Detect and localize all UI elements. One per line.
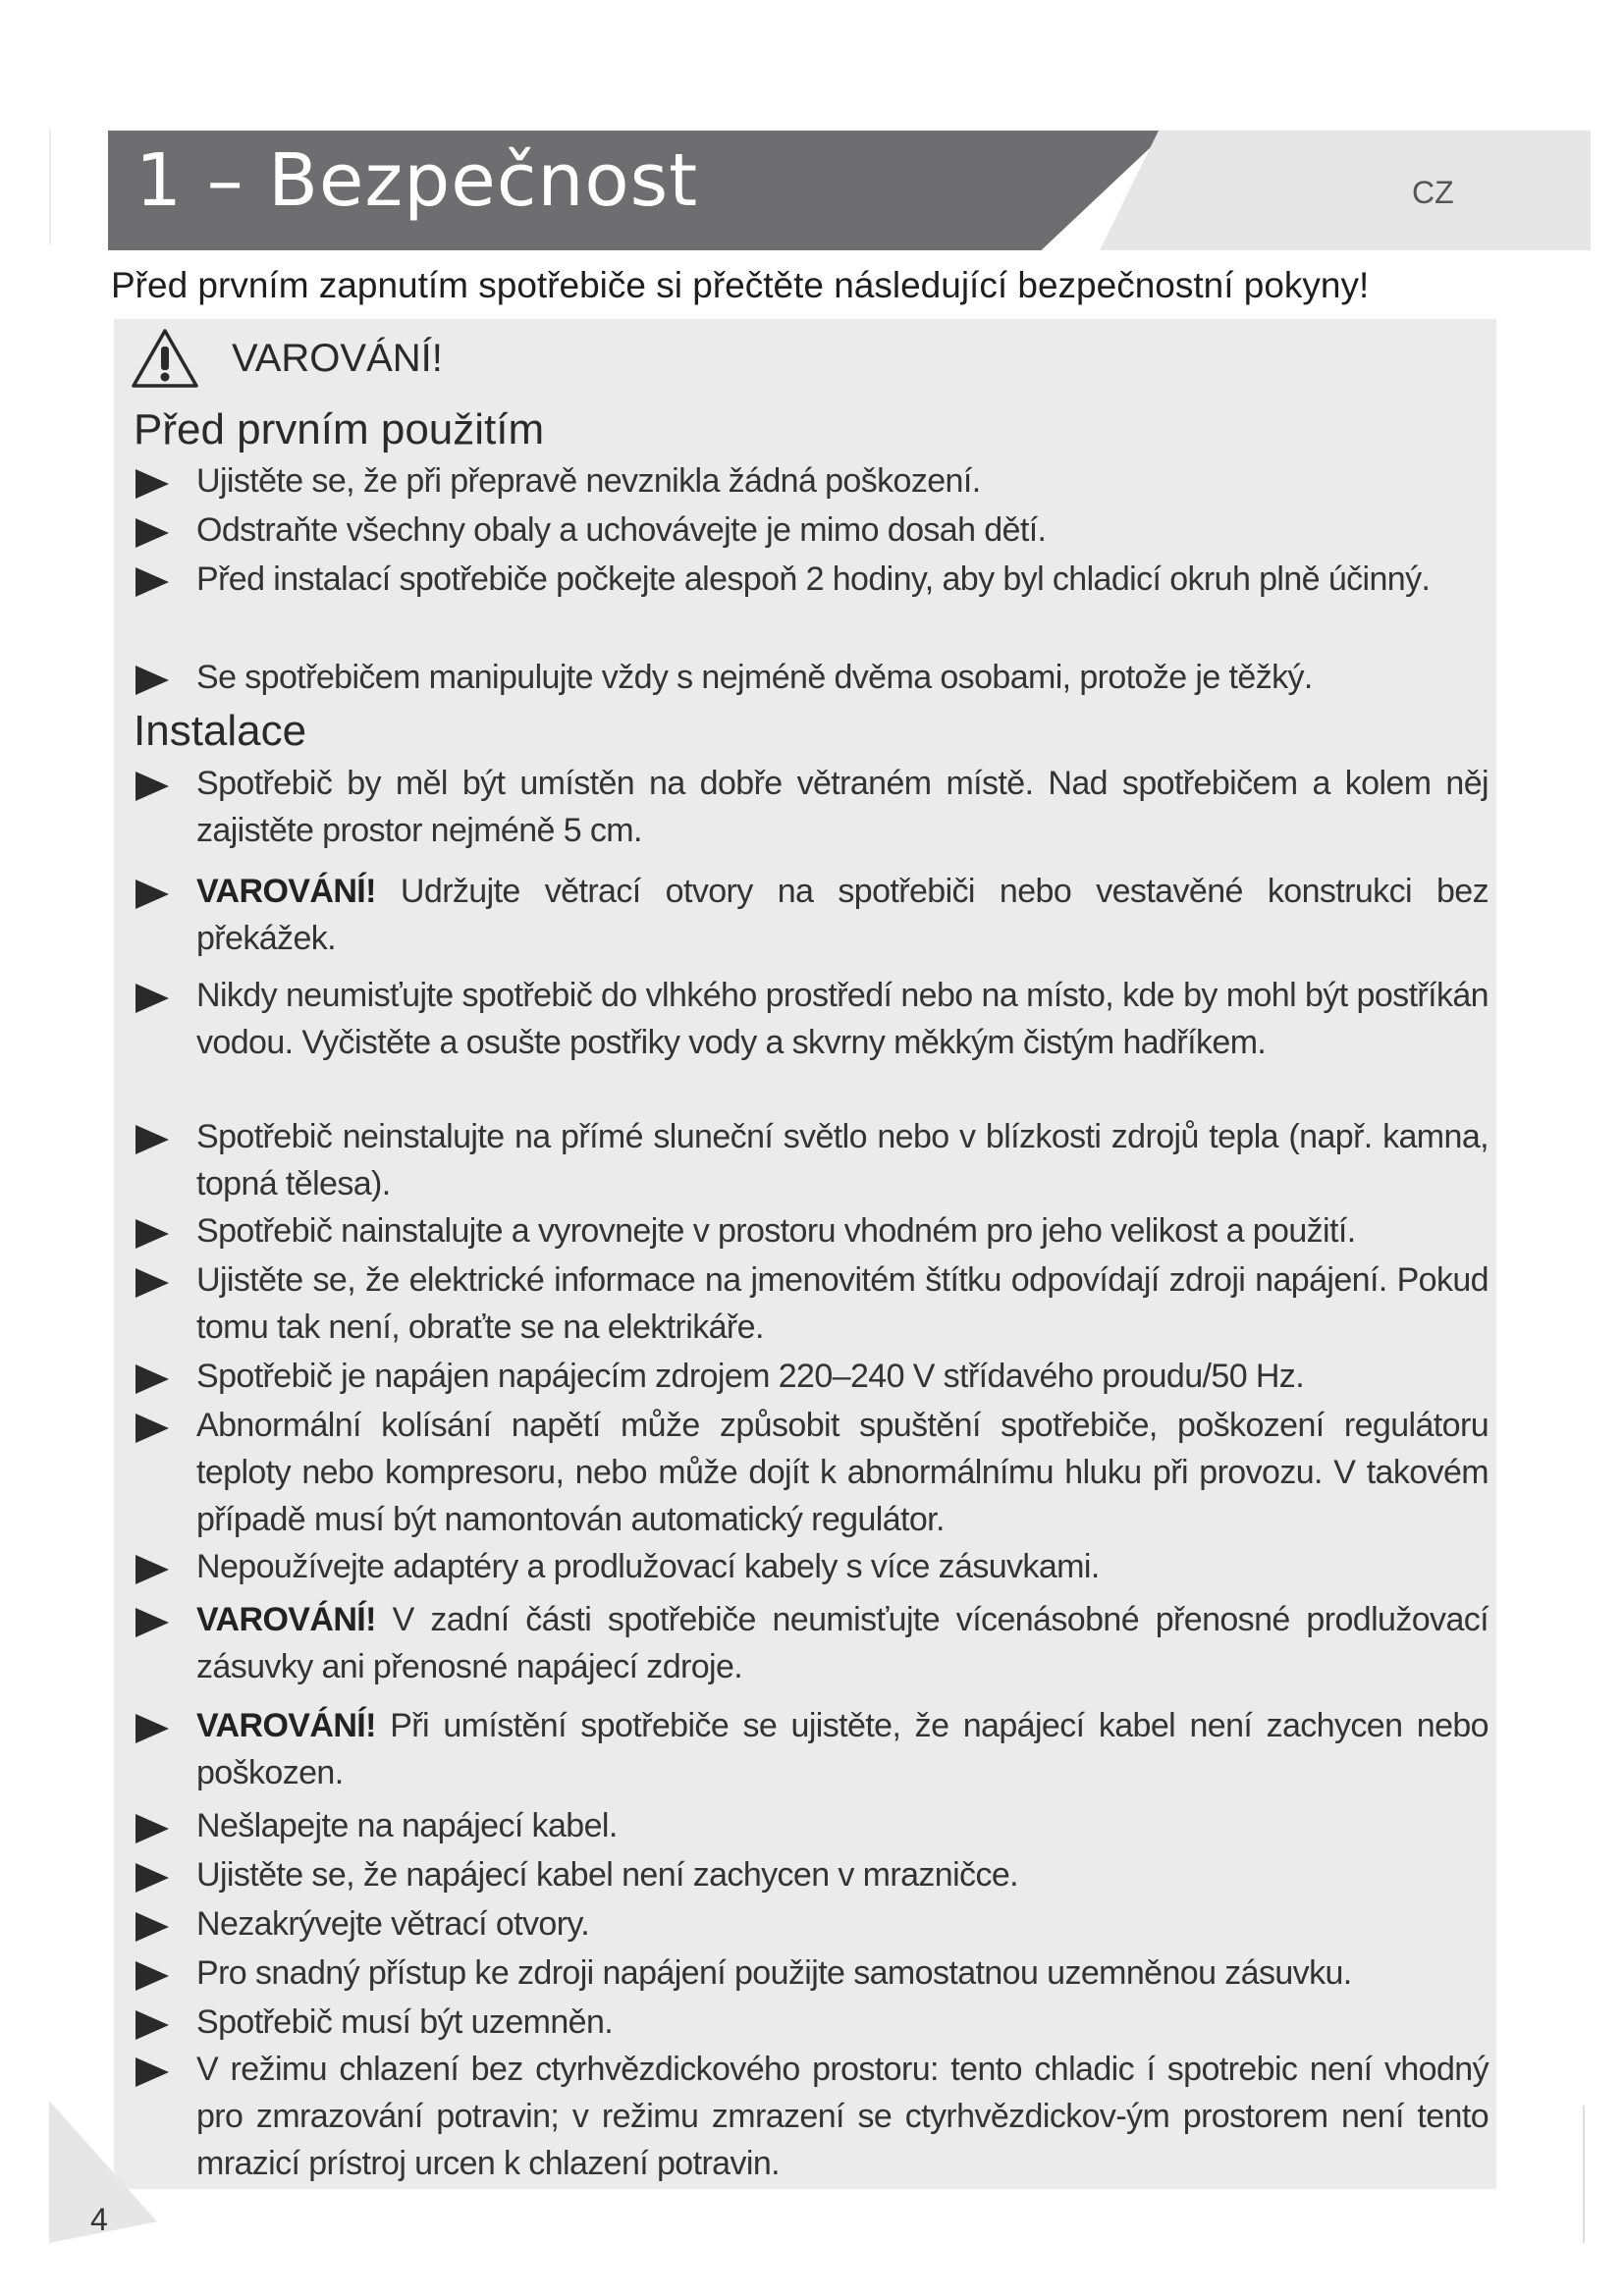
arrow-bullet-icon [134,664,171,697]
arrow-bullet-icon [134,1553,171,1586]
section-heading-installation: Instalace [134,707,307,755]
list-item-text [196,1851,1489,1898]
list-item [134,1353,1489,1400]
list-item [134,1851,1489,1898]
list-item-body: Nikdy neumisťujte spotřebič do vlhkého prostředí nebo na místo, kde by mohl být postříkán vodou. Vyčistěte a osušte postřiky vody a skvrny měkkým čistým hadříkem. [196,977,1489,1061]
warning-label: VAROVÁNÍ! [196,1601,376,1638]
warning-label: VAROVÁNÍ! [196,873,376,910]
list-item-text [196,972,1489,1066]
list-item-text [196,760,1489,854]
language-code: CZ [1412,175,1454,210]
list-item-text: Odstraňte všechny obaly a uchovávejte je mimo dosah dětí. [196,511,1047,549]
list-item-text: Před instalací spotřebiče počkejte alespoň 2 hodiny, aby byl chladicí okruh plně účinný. [196,561,1431,598]
left-edge-rule [49,128,51,245]
arrow-bullet-icon [134,1123,171,1156]
list-item [134,2046,1489,2187]
list-item [134,1802,1489,1849]
list-item-body: Spotřebič je napájen napájecím zdrojem 220–240 V střídavého proudu/50 Hz. [196,1358,1305,1395]
list-item-text: Ujistěte se, že při přepravě nevznikla žádná poškození. [196,462,981,500]
arrow-bullet-icon [134,1266,171,1300]
list-item-body: Ujistěte se, že elektrické informace na jmenovitém štítku odpovídají zdroji napájení. Pokud tomu tak není, obraťte se na elektrikáře. [196,1261,1489,1346]
list-item [134,1402,1489,1543]
intro-text: Před prvním zapnutím spotřebiče si přečtěte následující bezpečnostní pokyny! [111,265,1370,305]
list-item-body: Nepoužívejte adaptéry a prodlužovací kabely s více zásuvkami. [196,1548,1100,1585]
list-item-text [196,1543,1489,1590]
list-item-body: Spotřebič by měl být umístěn na dobře větraném místě. Nad spotřebičem a kolem něj zajistěte prostor nejméně 5 cm. [196,765,1489,849]
list-item-body: Při umístění spotřebiče se ujistěte, že napájecí kabel není zachycen nebo poškozen. [196,1707,1489,1791]
list-item [134,556,1489,603]
arrow-bullet-icon [134,770,171,803]
list-item-body: V zadní části spotřebiče neumisťujte vícenásobné přenosné prodlužovací zásuvky ani přenosné napájecí zdroje. [196,1601,1489,1685]
warning-title: VAROVÁNÍ! [232,336,443,380]
list-item [134,1543,1489,1590]
arrow-bullet-icon [134,2056,171,2089]
list-item [134,760,1489,854]
arrow-bullet-icon [134,1910,171,1944]
list-item-body: V režimu chlazení bez ctyrhvězdickového prostoru: tento chladic í spotrebic není vhodný pro zmrazování potravin; v režimu zmrazení se ctyrhvězdickov-ým prostorem není tento mrazicí prístroj urcen k chlazení potravin. [196,2051,1489,2182]
list-item-body: Ujistěte se, že napájecí kabel není zachycen v mrazničce. [196,1856,1019,1894]
list-item-body: Pro snadný přístup ke zdroji napájení použijte samostatnou uzemněnou zásuvku. [196,1954,1352,1992]
list-item [134,1949,1489,1997]
arrow-bullet-icon [134,1959,171,1993]
page-number: 4 [90,2202,108,2237]
list-item-text [196,2046,1489,2187]
list-item-body: Abnormální kolísání napětí může způsobit spuštění spotřebiče, poškození regulátoru teploty nebo kompresoru, nebo může dojít k abnormálnímu hluku při provozu. V takovém případě musí být namontován automatický regulátor. [196,1407,1489,1538]
list-item-text [196,1353,1489,1400]
list-item [134,1596,1489,1690]
list-item-text [196,1256,1489,1351]
right-edge-rule [1583,2106,1585,2243]
header-light-bar [1100,131,1591,250]
list-item-text [196,868,1489,962]
list-item-text [196,1999,1489,2046]
list-item-text [196,1702,1489,1796]
list-item-body: Spotřebič nainstalujte a vyrovnejte v prostoru vhodném pro jeho velikost a použití. [196,1212,1356,1250]
list-item [134,1702,1489,1796]
warning-header [130,327,443,390]
list-item [134,457,1489,505]
warning-triangle-icon [130,327,200,390]
list-item-text [196,1596,1489,1690]
warning-label: VAROVÁNÍ! [196,1707,376,1744]
list-item [134,1256,1489,1351]
arrow-bullet-icon [134,2008,171,2042]
list-item-text: Se spotřebičem manipulujte vždy s nejméně dvěma osobami, protože je těžký. [196,659,1313,696]
list-item-body: Nezakrývejte větrací otvory. [196,1905,590,1943]
list-item [134,1207,1489,1255]
list-item-body: Spotřebič musí být uzemněn. [196,2003,614,2041]
list-item [134,1113,1489,1207]
list-item [134,868,1489,962]
arrow-bullet-icon [134,1861,171,1895]
arrow-bullet-icon [134,1412,171,1445]
list-item [134,1900,1489,1948]
list-item-text [196,1402,1489,1543]
arrow-bullet-icon [134,565,171,599]
list-item-body: Nešlapejte na napájecí kabel. [196,1807,618,1844]
arrow-bullet-icon [134,1712,171,1745]
arrow-bullet-icon [134,982,171,1015]
arrow-bullet-icon [134,1217,171,1251]
list-item-text [196,1207,1489,1255]
section-heading-before-first-use: Před prvním použitím [134,405,545,454]
list-item-body: Udržujte větrací otvory na spotřebiči nebo vestavěné konstrukci bez překážek. [196,873,1489,957]
arrow-bullet-icon [134,1606,171,1639]
list-item-text [196,1802,1489,1849]
arrow-bullet-icon [134,467,171,501]
list-item-text [196,1949,1489,1997]
arrow-bullet-icon [134,878,171,911]
list-item [134,507,1489,554]
arrow-bullet-icon [134,1362,171,1396]
arrow-bullet-icon [134,1812,171,1845]
list-item-text [196,1113,1489,1207]
list-item [134,654,1489,701]
list-item-text [196,1900,1489,1948]
list-item [134,972,1489,1066]
list-item-body: Spotřebič neinstalujte na přímé sluneční světlo nebo v blízkosti zdrojů tepla (např. kamna, topná tělesa). [196,1118,1489,1202]
list-item [134,1999,1489,2046]
header-band [108,131,1581,250]
page-title: 1 – Bezpečnost [135,138,699,223]
arrow-bullet-icon [134,516,171,550]
